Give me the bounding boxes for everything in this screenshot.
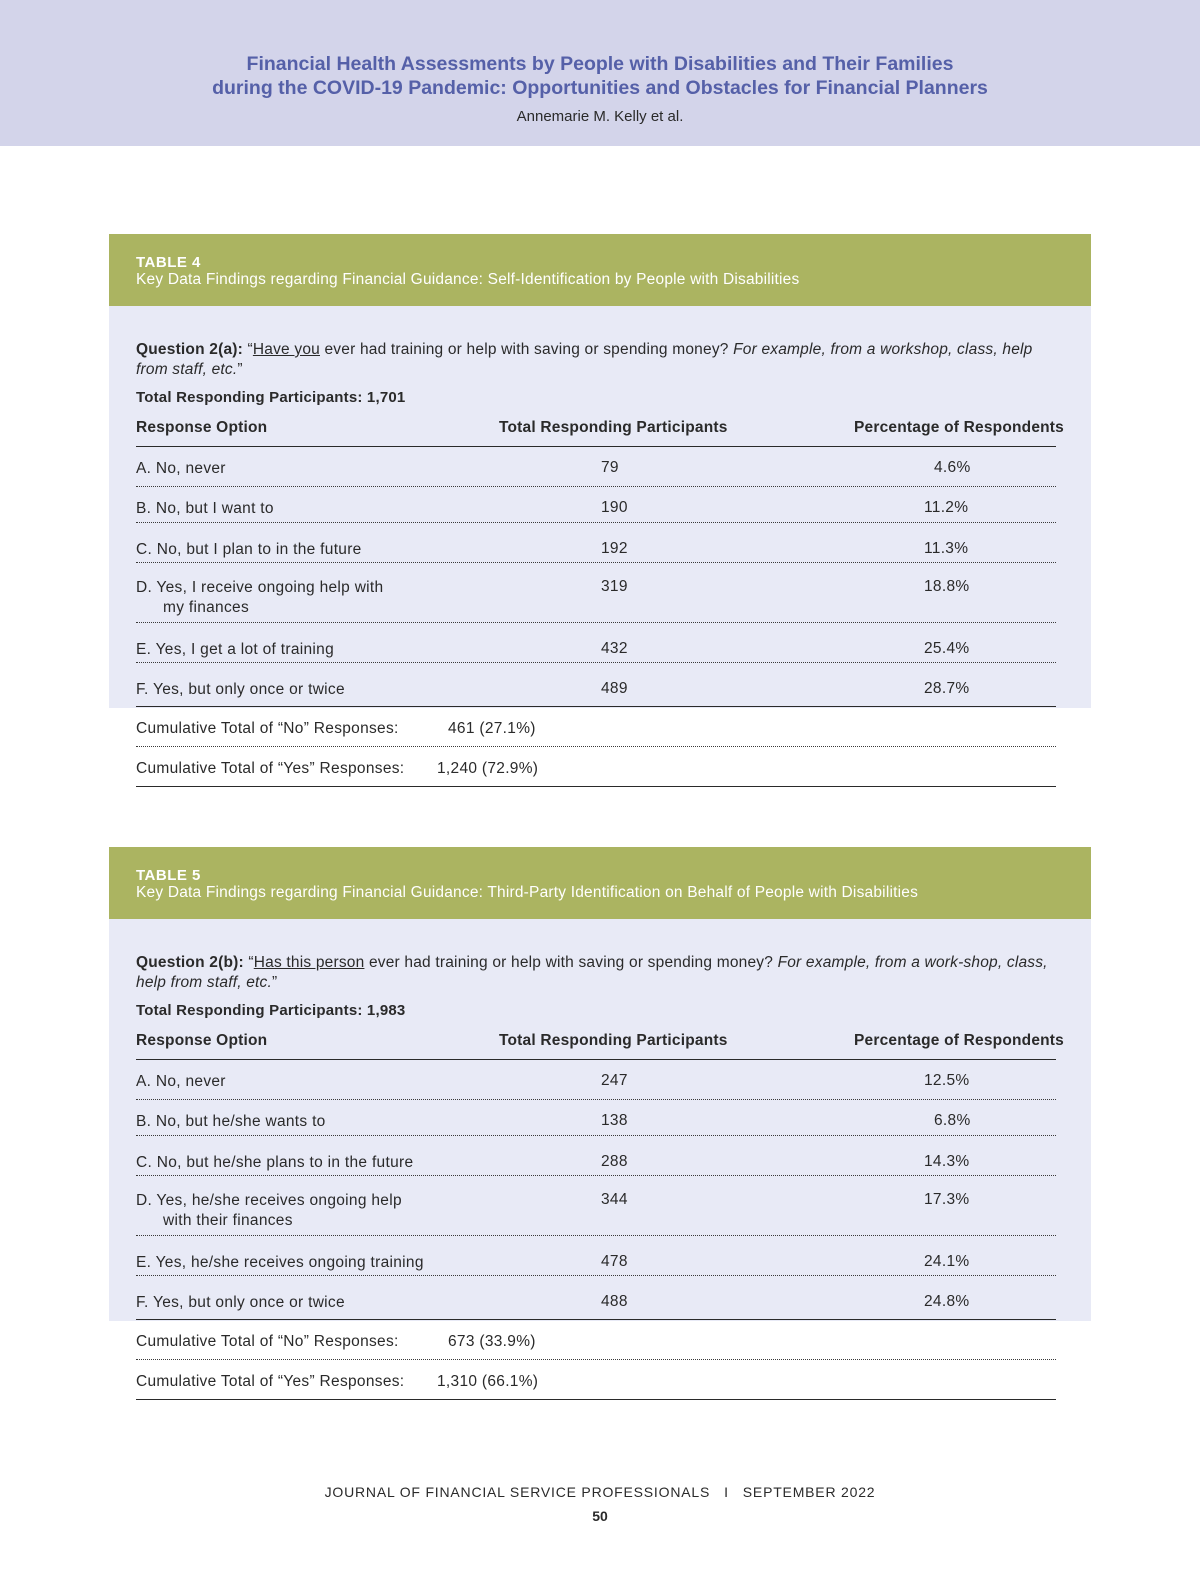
question-text: ever had training or help with saving or spending money? <box>364 954 778 971</box>
question-label: Question 2(b): <box>136 954 244 971</box>
row-option-line-1: D. Yes, he/she receives ongoing help <box>136 1192 402 1209</box>
row-count: 79 <box>601 459 619 476</box>
row-option-line-2: my finances <box>163 599 249 616</box>
row-count: 288 <box>601 1153 628 1170</box>
footer-separator: I <box>724 1484 729 1500</box>
question-close-quote: ” <box>237 361 243 378</box>
row-count: 432 <box>601 640 628 657</box>
row-divider <box>136 1235 1056 1236</box>
table-5-total-participants: Total Responding Participants: 1,983 <box>136 1002 406 1019</box>
question-open-quote: “ <box>243 954 254 971</box>
row-divider <box>136 522 1056 523</box>
question-text: ever had training or help with saving or spending money? <box>319 341 734 358</box>
article-title <box>0 52 1200 100</box>
row-divider <box>136 1275 1056 1276</box>
cumulative-no-label: Cumulative Total of “No” Responses: <box>136 1333 399 1350</box>
row-percentage: 24.1% <box>924 1253 970 1270</box>
header-rule <box>136 446 1056 447</box>
row-percentage: 6.8% <box>934 1112 971 1129</box>
cumulative-yes-value: 1,240 (72.9%) <box>437 760 539 777</box>
row-option: A. No, never <box>136 460 226 477</box>
row-divider <box>136 662 1056 663</box>
row-count: 138 <box>601 1112 628 1129</box>
row-percentage: 28.7% <box>924 680 970 697</box>
question-subject: Has this person <box>253 954 365 971</box>
cumulative-no-row <box>136 1333 536 1351</box>
question-subject: Have you <box>252 341 320 358</box>
table-end-rule <box>136 1399 1056 1400</box>
article-author: Annemarie M. Kelly et al. <box>516 108 684 125</box>
row-divider <box>136 1359 1056 1360</box>
table-end-rule <box>136 786 1056 787</box>
question-label: Question 2(a): <box>136 341 244 358</box>
row-percentage: 14.3% <box>924 1153 970 1170</box>
page-number: 50 <box>592 1508 608 1524</box>
row-option: E. Yes, I get a lot of training <box>136 641 335 658</box>
cumulative-no-value: 673 (33.9%) <box>448 1333 536 1350</box>
article-header-banner <box>0 0 1200 146</box>
row-divider <box>136 562 1056 563</box>
row-option-line-2: with their finances <box>163 1212 293 1229</box>
row-divider <box>136 1135 1056 1136</box>
cumulative-yes-value: 1,310 (66.1%) <box>437 1373 539 1390</box>
row-divider <box>136 1099 1056 1100</box>
row-count: 192 <box>601 540 628 557</box>
column-header-percentage: Percentage of Respondents <box>854 1032 1064 1049</box>
question-example: For example, from a workshop, class, help from staff, etc. <box>136 341 1033 378</box>
row-option: F. Yes, but only once or twice <box>136 681 345 698</box>
page-footer <box>0 1484 1200 1500</box>
row-percentage: 11.3% <box>924 540 969 557</box>
row-percentage: 12.5% <box>924 1072 970 1089</box>
row-option <box>136 578 456 618</box>
cumulative-no-label: Cumulative Total of “No” Responses: <box>136 720 399 737</box>
column-header-total-participants: Total Responding Participants <box>499 419 728 436</box>
cumulative-yes-row <box>136 760 539 778</box>
question-open-quote: “ <box>243 341 253 358</box>
row-option: F. Yes, but only once or twice <box>136 1294 345 1311</box>
cumulative-no-value: 461 (27.1%) <box>448 720 536 737</box>
header-rule <box>136 1059 1056 1060</box>
article-title-line-1: Financial Health Assessments by People with Disabilities and Their Families <box>246 53 954 75</box>
row-option: C. No, but he/she plans to in the future <box>136 1154 414 1171</box>
table-4-caption: Key Data Findings regarding Financial Guidance: Self-Identification by People with Disabilities <box>136 271 800 288</box>
row-divider <box>136 746 1056 747</box>
row-percentage: 11.2% <box>924 499 969 516</box>
column-header-response-option: Response Option <box>136 419 268 436</box>
row-count: 478 <box>601 1253 628 1270</box>
table-5-question <box>136 953 1066 993</box>
rows-end-rule <box>136 1319 1056 1320</box>
row-option: C. No, but I plan to in the future <box>136 541 362 558</box>
article-title-line-2: during the COVID-19 Pandemic: Opportunities and Obstacles for Financial Planners <box>212 77 988 99</box>
row-count: 344 <box>601 1191 628 1208</box>
row-divider <box>136 622 1056 623</box>
column-header-percentage: Percentage of Respondents <box>854 419 1064 436</box>
row-count: 319 <box>601 578 628 595</box>
row-option: E. Yes, he/she receives ongoing training <box>136 1254 424 1271</box>
column-header-total-participants: Total Responding Participants <box>499 1032 728 1049</box>
row-percentage: 25.4% <box>924 640 970 657</box>
row-option-line-1: D. Yes, I receive ongoing help with <box>136 579 384 596</box>
row-percentage: 4.6% <box>934 459 971 476</box>
issue-date: SEPTEMBER 2022 <box>742 1484 876 1500</box>
cumulative-yes-row <box>136 1373 539 1391</box>
table-5-label: TABLE 5 <box>136 867 201 884</box>
row-option: B. No, but he/she wants to <box>136 1113 326 1130</box>
cumulative-yes-label: Cumulative Total of “Yes” Responses: <box>136 760 405 777</box>
table-4-total-participants: Total Responding Participants: 1,701 <box>136 389 406 406</box>
cumulative-no-row <box>136 720 536 738</box>
row-count: 247 <box>601 1072 628 1089</box>
row-option: A. No, never <box>136 1073 226 1090</box>
table-5 <box>109 847 1091 1407</box>
question-example: For example, from a work-shop, class, help from staff, etc. <box>136 954 1048 991</box>
table-5-caption: Key Data Findings regarding Financial Guidance: Third-Party Identification on Behalf of People with Disabilities <box>136 884 919 901</box>
table-4 <box>109 234 1091 794</box>
question-close-quote: ” <box>272 974 278 991</box>
row-count: 488 <box>601 1293 628 1310</box>
column-header-response-option: Response Option <box>136 1032 268 1049</box>
row-count: 190 <box>601 499 628 516</box>
table-4-label: TABLE 4 <box>136 254 201 271</box>
row-divider <box>136 486 1056 487</box>
row-count: 489 <box>601 680 628 697</box>
table-4-question <box>136 340 1066 380</box>
table-5-header <box>109 847 1091 919</box>
row-percentage: 24.8% <box>924 1293 970 1310</box>
row-option: B. No, but I want to <box>136 500 274 517</box>
row-percentage: 17.3% <box>924 1191 970 1208</box>
row-percentage: 18.8% <box>924 578 970 595</box>
row-option <box>136 1191 456 1231</box>
rows-end-rule <box>136 706 1056 707</box>
row-divider <box>136 1175 1056 1176</box>
journal-name: JOURNAL OF FINANCIAL SERVICE PROFESSIONALS <box>324 1484 711 1500</box>
table-4-header <box>109 234 1091 306</box>
cumulative-yes-label: Cumulative Total of “Yes” Responses: <box>136 1373 405 1390</box>
